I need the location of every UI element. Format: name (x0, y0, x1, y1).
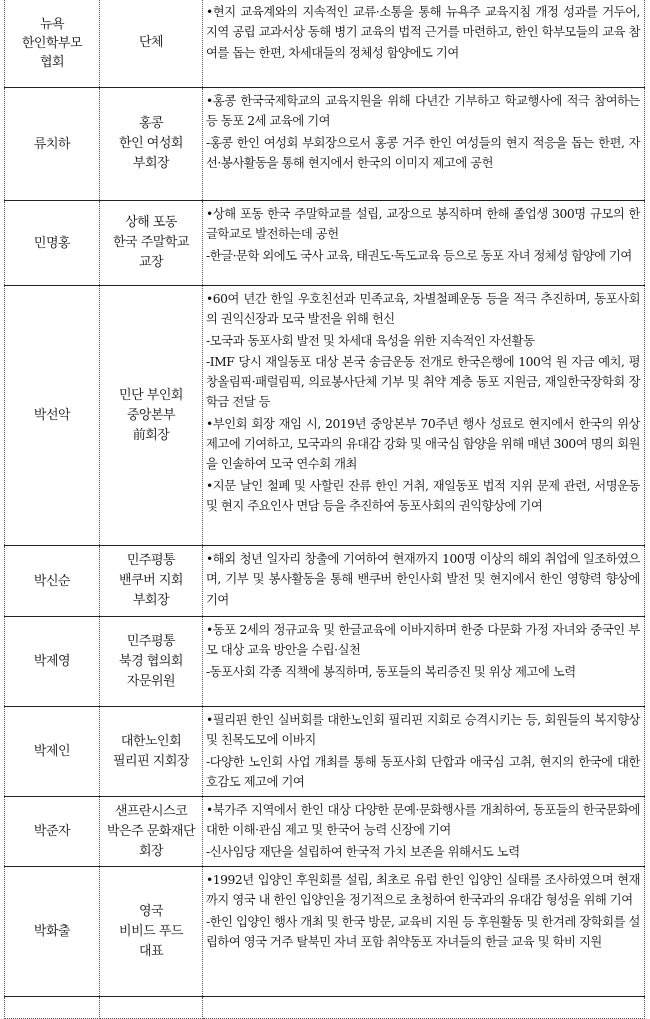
awardee-name: 류치하 (5, 88, 100, 201)
awardee-organization: 홍콩 한인 여성회 부회장 (100, 88, 203, 201)
table-row-partial (5, 997, 645, 1019)
awardee-achievements (203, 0, 645, 88)
table-row (5, 201, 645, 286)
table-row (5, 867, 645, 997)
partial-cell (203, 997, 645, 1019)
awardee-achievements (203, 617, 645, 707)
achievement-item: •동포 2세의 정규교육 및 한글교육에 이바지하며 한중 다문화 가정 자녀와 중국인 부모 대상 교육 방안을 수립·실천 (206, 623, 640, 658)
table-row (5, 0, 645, 88)
awardee-name: 박화출 (5, 867, 100, 997)
awardee-achievements (203, 201, 645, 286)
achievement-item: -IMF 당시 재일동포 대상 본국 송금운동 전개로 한국은행에 100억 원 자금 예치, 평창올림픽·패럴림픽, 의료봉사단체 기부 및 취약 계층 동포 지원금, 재일한국장학회 장학금 전달 등 (206, 354, 640, 410)
awardee-table-body (5, 0, 645, 1019)
achievement-item: •해외 청년 일자리 창출에 기여하여 현재까지 100명 이상의 해외 취업에 일조하였으며, 기부 및 봉사활동을 통해 밴쿠버 한인사회 발전 및 현지에서 한인 영향력 향상에 기여 (206, 552, 640, 607)
table-row (5, 88, 645, 201)
awardee-organization: 대한노인회 필리핀 지회장 (100, 707, 203, 797)
awardee-organization: 민단 부인회 중앙본부 前회장 (100, 286, 203, 546)
table-row (5, 707, 645, 797)
achievement-item: •홍콩 한국국제학교의 교육지원을 위해 다년간 기부하고 학교행사에 적극 참여하는 등 동포 2세 교육에 기여 (206, 94, 640, 129)
awardee-name: 박선악 (5, 286, 100, 546)
awardee-name: 박준자 (5, 797, 100, 867)
achievement-item: •부인회 회장 재임 시, 2019년 중앙본부 70주년 행사 성료로 현지에서 한국의 위상 제고에 기여하고, 모국과의 유대감 강화 및 애국심 함양을 위해 매년 300여 명의 회원을 인솔하여 모국 연수회 개최 (206, 416, 640, 472)
awardee-achievements (203, 88, 645, 201)
awardee-achievements (203, 797, 645, 867)
awardee-achievements (203, 707, 645, 797)
partial-cell (100, 997, 203, 1019)
achievement-item: -모국과 동포사회 발전 및 차세대 육성을 위한 지속적인 자선활동 (206, 333, 535, 348)
awardee-name: 박제영 (5, 617, 100, 707)
awardee-organization: 민주평통 북경 협의회 자문위원 (100, 617, 203, 707)
achievement-item: -홍콩 한인 여성회 부회장으로서 홍콩 거주 한인 여성들의 현지 적응을 돕는 한편, 자선·봉사활동을 통해 현지에서 한국의 이미지 제고에 공헌 (206, 135, 640, 170)
achievement-item: -동포사회 각종 직책에 봉직하며, 동포들의 복리증진 및 위상 제고에 노력 (206, 664, 576, 679)
table-row (5, 797, 645, 867)
table-row (5, 546, 645, 617)
awardee-name: 민명홍 (5, 201, 100, 286)
awardee-organization: 단체 (100, 0, 203, 88)
achievement-item: •60여 년간 한일 우호친선과 민족교육, 차별철폐운동 등을 적극 추진하며, 동포사회의 권익신장과 모국 발전을 위해 헌신 (206, 292, 640, 327)
achievement-item: •상해 포동 한국 주말학교를 설립, 교장으로 봉직하며 한해 졸업생 300명 규모의 한글학교로 발전하는데 공헌 (206, 207, 640, 242)
achievement-item: -한인 입양인 행사 개최 및 한국 방문, 교육비 지원 등 후원활동 및 한겨레 장학회를 설립하여 영국 거주 탈북민 자녀 포함 취약동포 자녀들의 한글 교육 및 학비 지원 (206, 914, 640, 950)
awardee-organization: 상해 포동 한국 주말학교 교장 (100, 201, 203, 286)
awardee-organization: 영국 비비드 푸드 대표 (100, 867, 203, 997)
awardee-achievements (203, 286, 645, 546)
awardee-achievements (203, 867, 645, 997)
achievement-item: •현지 교육계와의 지속적인 교류·소통을 통해 뉴욕주 교육지침 개정 성과를 거두어, 지역 공립 교과서상 동해 병기 교육의 법적 근거를 마련하고, 한인 학부모들의 교육 참여를 돕는 한편, 차세대들의 정체성 함양에도 기여 (206, 5, 640, 60)
achievement-item: •필리핀 한인 실버회를 대한노인회 필리핀 지회로 승격시키는 등, 회원들의 복지향상 및 친목도모에 이바지 (206, 713, 640, 748)
table-row (5, 617, 645, 707)
awardee-achievements (203, 546, 645, 617)
achievement-item: -신사임당 재단을 설립하여 한국적 가치 보존을 위해서도 노력 (206, 844, 520, 859)
achievement-item: •북가주 지역에서 한인 대상 다양한 문예·문화행사를 개최하여, 동포들의 한국문화에 대한 이해·관심 제고 및 한국어 능력 신장에 기여 (206, 803, 640, 838)
achievement-item: •1992년 입양인 후원회를 설립, 최초로 유럽 한인 입양인 실태를 조사하였으며 현재까지 영국 내 한인 입양인을 정기적으로 초청하여 한국과의 유대감 형성을 위해 기여 (206, 873, 640, 908)
achievement-item: -한글·문학 외에도 국사 교육, 태권도·독도교육 등으로 동포 자녀 정체성 함양에 기여 (206, 248, 632, 263)
awardee-name: 박신순 (5, 546, 100, 617)
awardee-name: 박제인 (5, 707, 100, 797)
awardee-table (4, 0, 645, 1019)
awardee-organization: 민주평통 밴쿠버 지회 부회장 (100, 546, 203, 617)
achievement-item: -다양한 노인회 사업 개최를 통해 동포사회 단합과 애국심 고취, 현지의 한국에 대한 호감도 제고에 기여 (206, 754, 640, 789)
table-row (5, 286, 645, 546)
achievement-item: •지문 날인 철폐 및 사할린 잔류 한인 거취, 재일동포 법적 지위 문제 관련, 서명운동 및 현지 주요인사 면담 등을 추진하여 동포사회의 권익향상에 기여 (206, 478, 640, 513)
awardee-name: 뉴욕 한인학부모 협회 (5, 0, 100, 88)
partial-cell (5, 997, 100, 1019)
awardee-organization: 샌프란시스코 박은주 문화재단 회장 (100, 797, 203, 867)
